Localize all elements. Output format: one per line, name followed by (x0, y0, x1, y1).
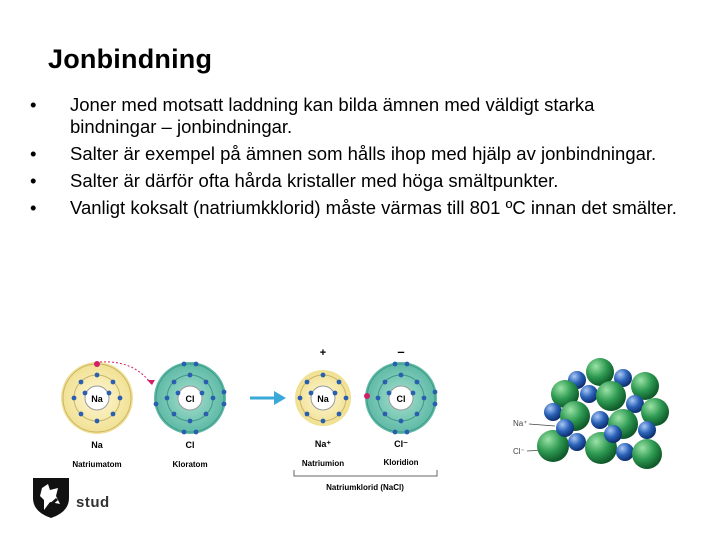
chlorine-atom (154, 362, 227, 435)
reaction-arrowhead (274, 391, 286, 405)
cl-atom-symbol: Cl (185, 440, 195, 450)
gained-electron (364, 393, 370, 399)
bullet-text: Salter är exempel på ämnen som hålls ihop med hjälp av jonbindningar. (70, 143, 657, 164)
cl-lattice-label: Cl⁻ (513, 447, 525, 456)
na-lattice-pointer (529, 424, 555, 426)
sodium-atom (61, 361, 133, 434)
bullet-item (30, 170, 680, 192)
bullet-text: Joner med motsatt laddning kan bilda ämnen med väldigt starka bindningar – jonbindningar. (70, 94, 595, 137)
cl-ion-caption: Kloridion (383, 458, 419, 467)
crest-icon (30, 476, 72, 520)
na-core-label: Na (91, 394, 103, 404)
transfer-electron (94, 361, 100, 367)
bullet-text: Vanligt koksalt (natriumkklorid) måste värmas till 801 ºC innan det smälter. (70, 197, 677, 218)
na-ion-core-label: Na (317, 394, 329, 404)
ionic-bond-diagram (40, 340, 470, 500)
na-ion-caption: Natriumion (301, 459, 345, 468)
cl-ion-symbol: Cl⁻ (394, 439, 408, 449)
bullet-dot: • (30, 94, 37, 115)
slide-title: Jonbindning (48, 44, 213, 74)
compound-bracket (294, 470, 437, 476)
minus-sign: – (397, 344, 405, 359)
bullet-text: Salter är därför ofta hårda kristaller med höga smältpunkter. (70, 170, 559, 191)
bullet-item (30, 94, 680, 138)
plus-sign: + (319, 347, 327, 359)
bullet-list (30, 94, 680, 224)
bullet-dot: • (30, 170, 37, 191)
sodium-ion (295, 370, 351, 426)
cl-core-label: Cl (185, 394, 195, 404)
chloride-ion (364, 362, 437, 435)
bullet-dot: • (30, 197, 37, 218)
bullet-item (30, 143, 680, 165)
transfer-arrowhead (147, 380, 155, 385)
bullet-dot: • (30, 143, 37, 164)
na-lattice-label: Na⁺ (513, 419, 528, 428)
compound-caption: Natriumklorid (NaCl) (326, 483, 404, 492)
nacl-crystal-lattice (505, 350, 670, 475)
na-ion-symbol: Na⁺ (314, 439, 332, 449)
na-atom-caption: Natriumatom (72, 460, 122, 469)
logo-text: stud (76, 494, 110, 511)
na-atom-symbol: Na (91, 440, 103, 450)
cl-ion-core-label: Cl (396, 394, 406, 404)
bullet-item (30, 197, 680, 219)
cl-atom-caption: Kloratom (172, 460, 208, 469)
